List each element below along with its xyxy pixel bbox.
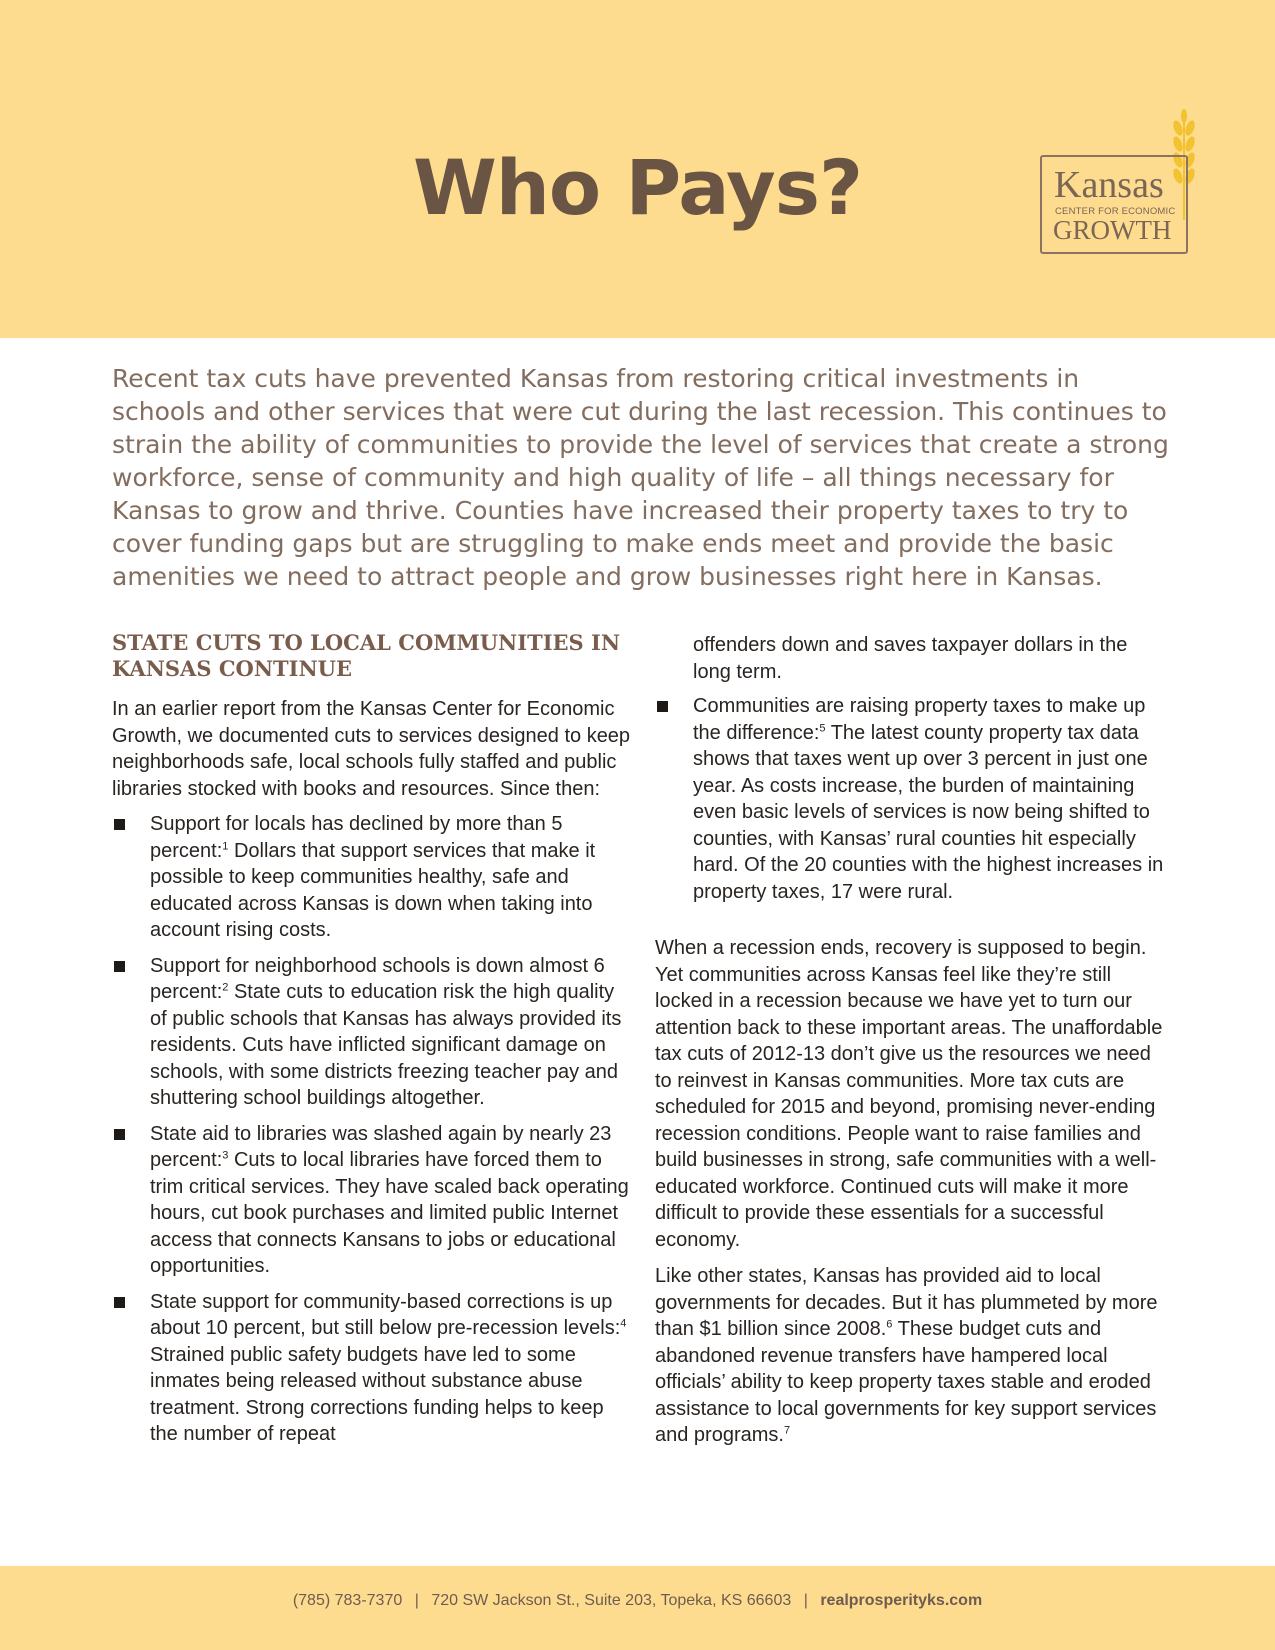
bullet-continuation: offenders down and saves taxpayer dollars in the long term.: [693, 634, 1128, 683]
header-banner: [0, 0, 1275, 338]
square-bullet-icon: [114, 819, 125, 830]
square-bullet-icon: [657, 701, 668, 712]
logo-wordmark: Kansas: [1054, 164, 1164, 206]
logo-subtitle: CENTER FOR ECONOMIC: [1055, 206, 1176, 217]
left-column: [112, 630, 632, 1448]
footer-address: 720 SW Jackson St., Suite 203, Topeka, KS 66603: [431, 1592, 792, 1609]
property-tax-bullet-list: [655, 693, 1170, 905]
footer-separator: |: [803, 1592, 808, 1609]
list-item: State support for community-based corrections is up about 10 percent, but still below pre-recession levels:$^4$ Strained public safety budgets have led to some inmates being released without substance abuse treatment. Strong corrections funding helps to keep the number of repeat: [112, 1289, 632, 1448]
kansas-ceg-logo: [1040, 155, 1188, 254]
footer-phone: (785) 783-7370: [292, 1592, 403, 1609]
footer-separator: |: [414, 1592, 419, 1609]
square-bullet-icon: [114, 1297, 125, 1308]
footer-website-link[interactable]: realprosperityks.com: [820, 1592, 983, 1609]
cuts-bullet-list: [112, 811, 632, 1448]
section-heading: STATE CUTS TO LOCAL COMMUNITIES IN KANSAS CONTINUE: [112, 630, 621, 681]
list-item: State aid to libraries was slashed again by nearly 23 percent:$^3$ Cuts to local libraries have forced them to trim critical services. They have scaled back operating hours, cut book purchases and limited public Internet access that connects Kansans to jobs or educational opportunities.: [112, 1121, 632, 1280]
list-item: Communities are raising property taxes to make up the difference:$^5$ The latest county property tax data shows that taxes went up over 3 percent in just one year. As costs increase, the burden of maintaining even basic levels of services is now being shifted to counties, with Kansas’ rural counties hit especially hard. Of the 20 counties with the highest increases in property taxes, 17 were rural.: [655, 693, 1170, 905]
square-bullet-icon: [114, 961, 125, 972]
footer-contact: [0, 1592, 1275, 1610]
list-item: Support for locals has declined by more than 5 percent:$^1$ Dollars that support services that make it possible to keep communities healthy, safe and educated across Kansas is down when taking into account rising costs.: [112, 811, 632, 944]
intro-paragraph: Recent tax cuts have prevented Kansas from restoring critical investments in schools and other services that were cut during the last recession. This continues to strain the ability of communities to provide the level of services that create a strong workforce, sense of community and high quality of life – all things necessary for Kansas to grow and thrive. Counties have increased their property taxes to try to cover funding gaps but are struggling to make ends meet and provide the basic amenities we need to attract people and grow businesses right here in Kansas.: [112, 364, 1169, 591]
right-column: [655, 632, 1170, 1449]
logo-growth: GROWTH: [1053, 215, 1172, 245]
aid-paragraph: Like other states, Kansas has provided aid to local governments for decades. But it has plummeted by more than $1 billion since 2008.$^6$ These budget cuts and abandoned revenue transfers have hampered local officials’ ability to keep property taxes stable and eroded assistance to local governments for key support services and programs.$^7$: [655, 1265, 1158, 1446]
list-item: Support for neighborhood schools is down almost 6 percent:$^2$ State cuts to education risk the high quality of public schools that Kansas has always provided its residents. Cuts have inflicted significant damage on schools, with some districts freezing teacher pay and shuttering school buildings altogether.: [112, 953, 632, 1112]
square-bullet-icon: [114, 1129, 125, 1140]
lead-paragraph: In an earlier report from the Kansas Center for Economic Growth, we documented cuts to services designed to keep neighborhoods safe, local schools fully staffed and public libraries stocked with books and resources. Since then:: [112, 698, 631, 800]
page-title: Who Pays?: [412, 143, 863, 232]
recession-paragraph: When a recession ends, recovery is supposed to begin. Yet communities across Kansas feel like they’re still locked in a recession because we have yet to turn our attention back to these important areas. The unaffordable tax cuts of 2012-13 don’t give us the resources we need to reinvest in Kansas communities. More tax cuts are scheduled for 2015 and beyond, promising never-ending recession conditions. People want to raise families and build businesses in strong, safe communities with a well-educated workforce. Continued cuts will make it more difficult to provide these essentials for a successful economy.: [655, 937, 1163, 1251]
footer-banner: [0, 1566, 1275, 1650]
